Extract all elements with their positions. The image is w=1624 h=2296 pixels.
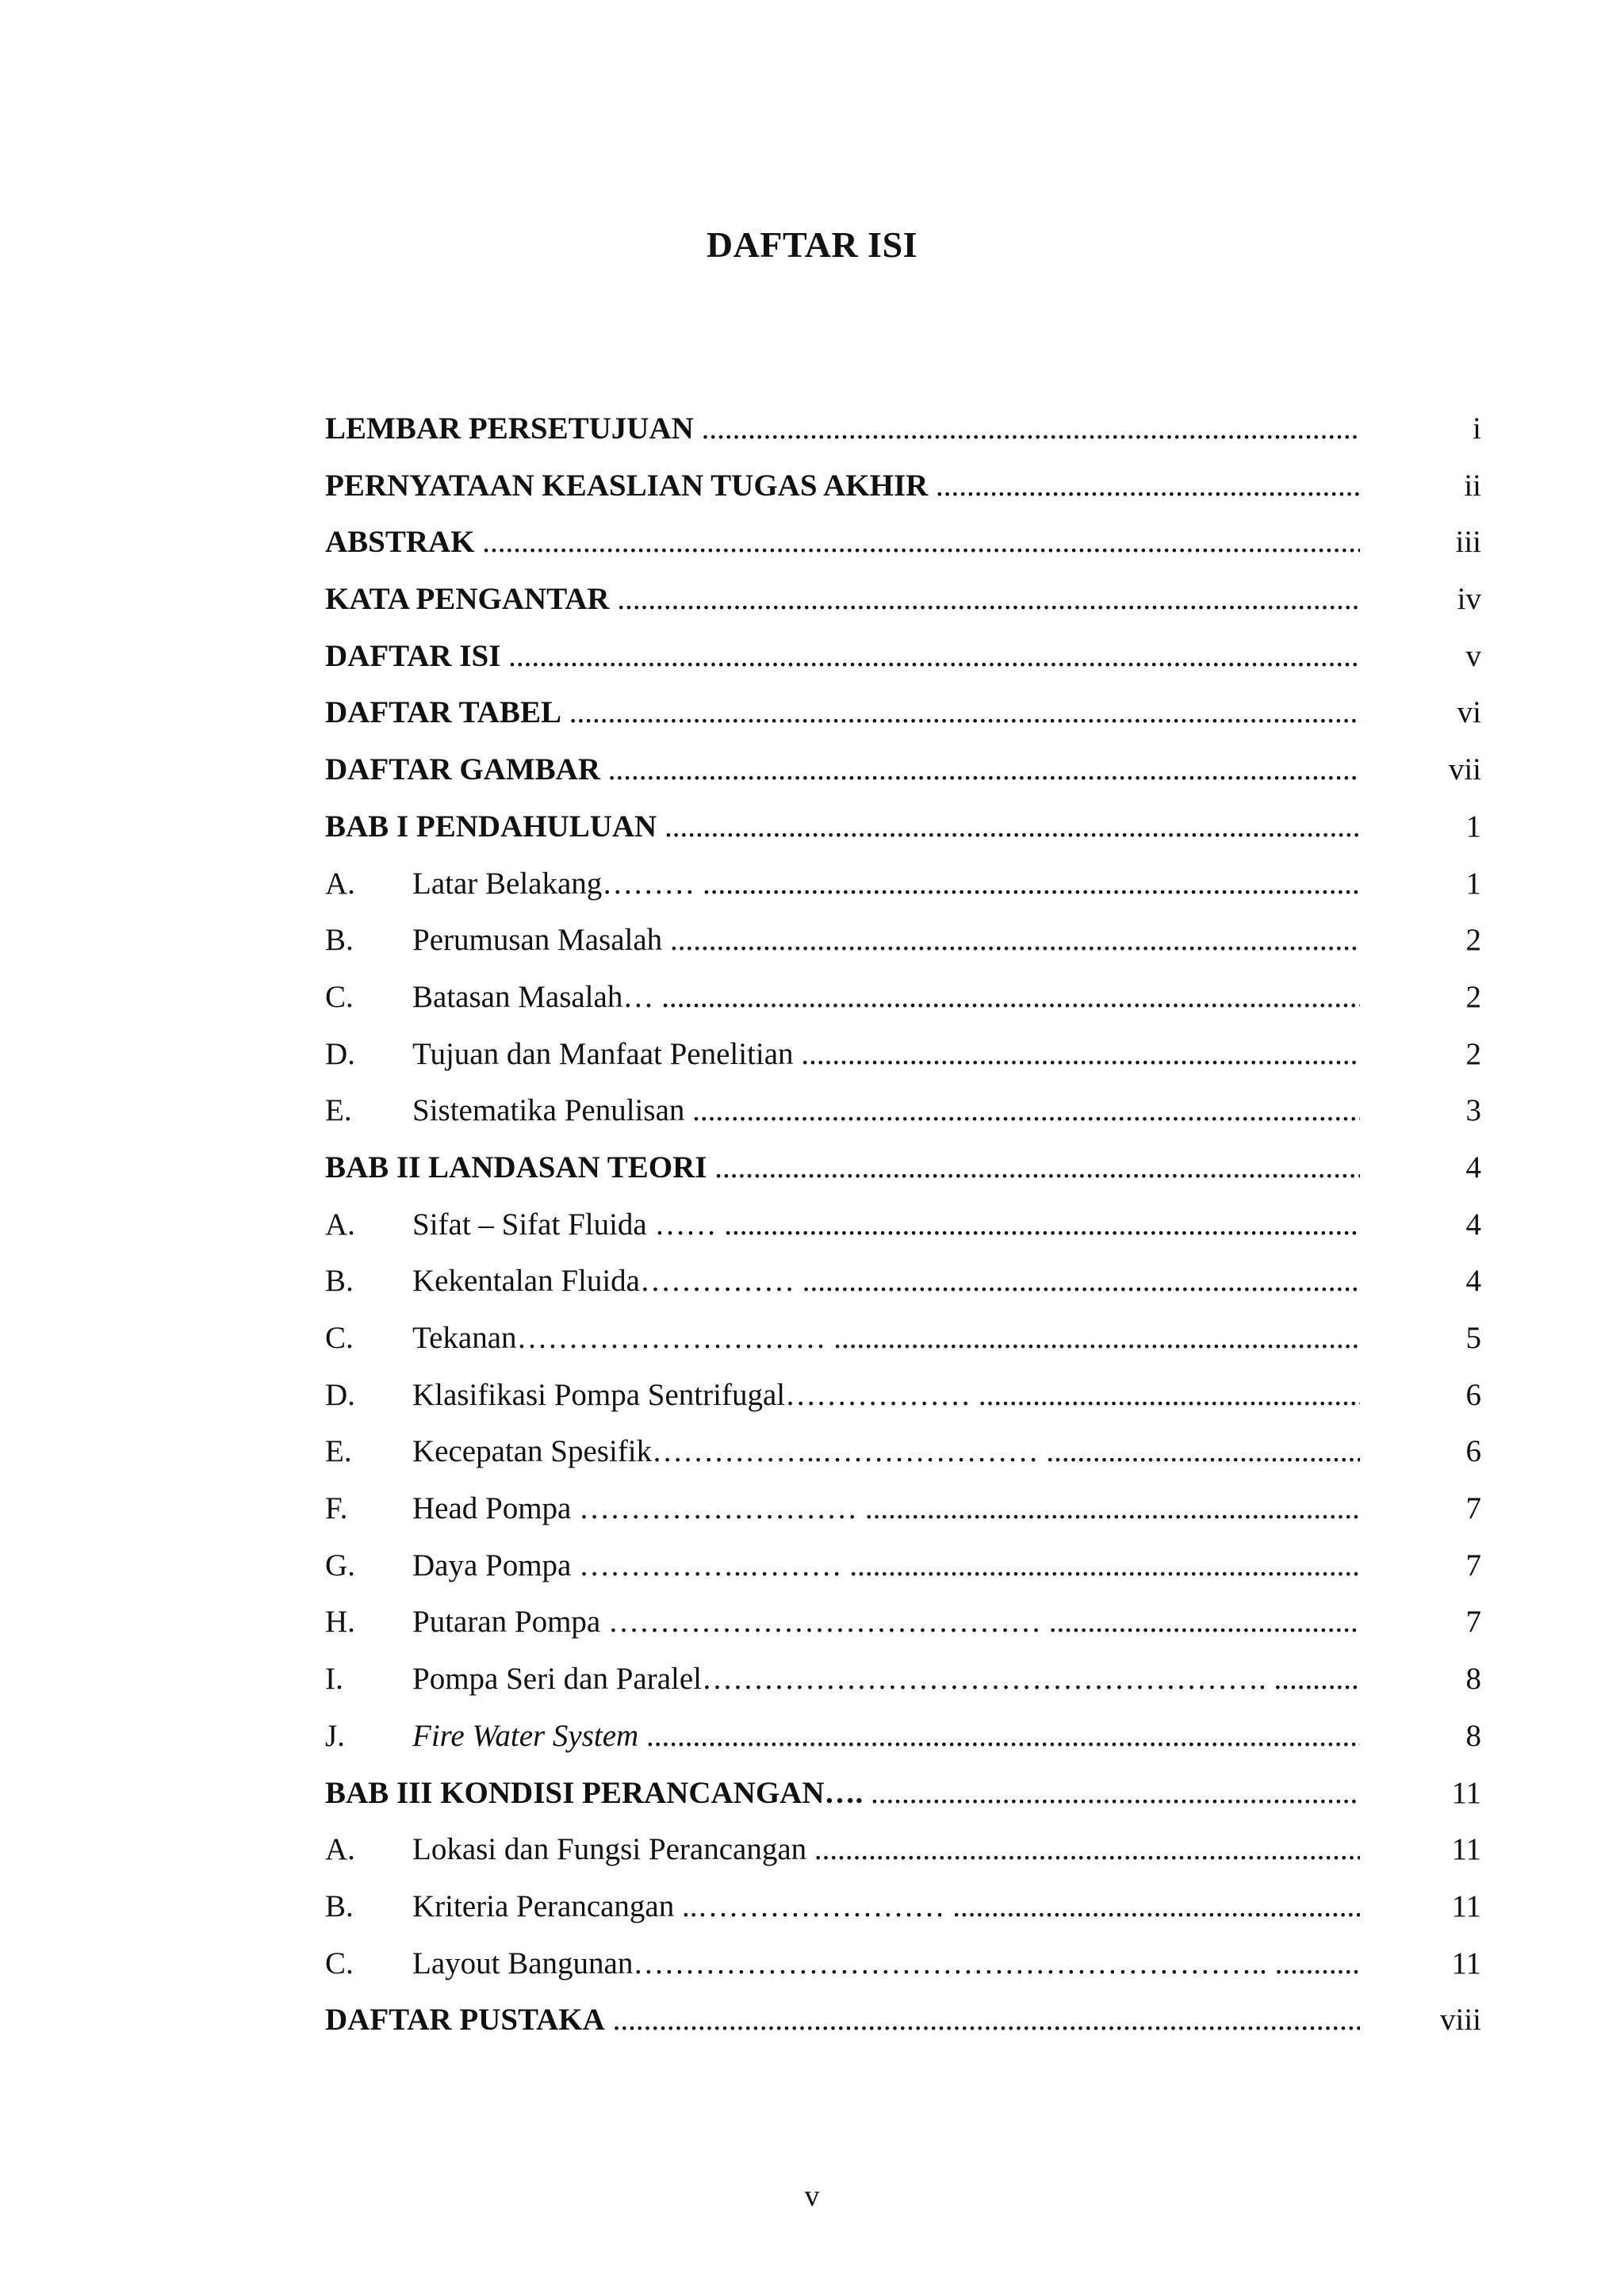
toc-entry-text: Batasan Masalah… bbox=[412, 979, 654, 1014]
toc-entry-text: KATA PENGANTAR bbox=[325, 582, 610, 617]
toc-entry-text: DAFTAR PUSTAKA bbox=[325, 2003, 605, 2038]
toc-entry-page: viii bbox=[1439, 2003, 1481, 2038]
toc-entry-page: v bbox=[1465, 638, 1481, 673]
toc-entry-page: i bbox=[1473, 411, 1481, 446]
toc-entry bbox=[325, 912, 1481, 969]
toc-entry-letter: G. bbox=[325, 1548, 355, 1582]
toc-entry-title bbox=[412, 1594, 1360, 1651]
toc-entry-text: Daya Pompa ……………..……… bbox=[412, 1548, 842, 1582]
toc-entry-title bbox=[412, 1821, 1360, 1878]
toc-entry bbox=[325, 1253, 1481, 1310]
toc-entry bbox=[325, 1992, 1481, 2049]
toc-entry-page: 4 bbox=[1465, 1207, 1481, 1242]
toc-entry bbox=[325, 1139, 1481, 1196]
toc-entry-text: Head Pompa ……………………… bbox=[412, 1491, 858, 1526]
toc-entry-page: vi bbox=[1457, 695, 1481, 730]
toc-entry-letter: I. bbox=[325, 1662, 343, 1697]
toc-entry bbox=[325, 1537, 1481, 1594]
toc-entry-text: PERNYATAAN KEASLIAN TUGAS AKHIR bbox=[325, 468, 929, 503]
toc-entry bbox=[325, 628, 1481, 685]
toc-entry-title bbox=[325, 741, 1360, 798]
toc-entry-page: 2 bbox=[1465, 923, 1481, 958]
toc-entry-title bbox=[412, 1480, 1360, 1537]
page-number: v bbox=[804, 2179, 820, 2213]
toc-entry-letter: D. bbox=[325, 1036, 355, 1071]
toc-entry bbox=[325, 855, 1481, 913]
toc-entry-page: 4 bbox=[1465, 1150, 1481, 1184]
toc-entry-title bbox=[325, 571, 1360, 628]
toc-entry-page: 7 bbox=[1465, 1605, 1481, 1640]
toc-entry-letter: E. bbox=[325, 1434, 352, 1469]
toc-entry bbox=[325, 1821, 1481, 1878]
toc-entry bbox=[325, 1765, 1481, 1822]
toc-entry-page: 8 bbox=[1465, 1718, 1481, 1753]
toc-entry-page: 11 bbox=[1451, 1946, 1481, 1980]
toc-entry-letter: F. bbox=[325, 1491, 348, 1526]
toc-entry-text: Kecepatan Spesifik……………..………………… bbox=[412, 1434, 1039, 1469]
toc-entry-letter: C. bbox=[325, 1321, 354, 1355]
toc-entry-title bbox=[412, 1537, 1360, 1594]
toc-entry-text: Sistematika Penulisan bbox=[412, 1093, 685, 1128]
toc-entry bbox=[325, 1310, 1481, 1367]
toc-entry bbox=[325, 1878, 1481, 1935]
toc-entry-letter: B. bbox=[325, 1264, 354, 1299]
toc-entry-letter: A. bbox=[325, 866, 355, 901]
toc-entry-title bbox=[412, 1082, 1360, 1139]
toc-entry-title bbox=[412, 1367, 1360, 1424]
toc-entry-title bbox=[412, 1935, 1360, 1992]
toc-entry-title bbox=[412, 1423, 1360, 1480]
toc-entry bbox=[325, 1082, 1481, 1139]
toc-entry-title bbox=[412, 1708, 1360, 1765]
toc-entry-page: 6 bbox=[1465, 1377, 1481, 1412]
table-of-contents bbox=[325, 400, 1481, 2049]
toc-entry-text: DAFTAR GAMBAR bbox=[325, 752, 601, 787]
toc-entry-letter: C. bbox=[325, 979, 354, 1014]
toc-entry-title bbox=[412, 1878, 1360, 1935]
toc-entry-letter: J. bbox=[325, 1718, 345, 1753]
toc-entry-title bbox=[325, 1992, 1360, 2049]
toc-entry-title bbox=[325, 1765, 1360, 1822]
toc-entry-title bbox=[325, 1139, 1360, 1196]
toc-entry bbox=[325, 969, 1481, 1026]
toc-entry bbox=[325, 1480, 1481, 1537]
toc-entry-page: 2 bbox=[1465, 979, 1481, 1014]
toc-entry bbox=[325, 684, 1481, 741]
toc-entry-text: ABSTRAK bbox=[325, 525, 475, 560]
toc-entry-text: LEMBAR PERSETUJUAN bbox=[325, 411, 694, 446]
toc-entry-page: 7 bbox=[1465, 1491, 1481, 1526]
toc-entry-page: iii bbox=[1455, 525, 1481, 560]
toc-entry-title bbox=[325, 400, 1360, 457]
toc-entry bbox=[325, 741, 1481, 798]
toc-entry-letter: E. bbox=[325, 1093, 352, 1128]
toc-entry-text: Putaran Pompa …………………………………… bbox=[412, 1605, 1041, 1640]
toc-entry bbox=[325, 1423, 1481, 1480]
toc-entry-text: BAB II LANDASAN TEORI bbox=[325, 1150, 707, 1184]
toc-entry-page: 6 bbox=[1465, 1434, 1481, 1469]
toc-entry-letter: B. bbox=[325, 1888, 354, 1923]
toc-entry-text: Layout Bangunan…………………………………………………….. bbox=[412, 1946, 1267, 1980]
toc-entry-title bbox=[412, 1026, 1360, 1083]
page-title: DAFTAR ISI bbox=[706, 224, 918, 265]
toc-entry-page: 7 bbox=[1465, 1548, 1481, 1582]
toc-entry-letter: H. bbox=[325, 1605, 355, 1640]
toc-entry bbox=[325, 571, 1481, 628]
toc-entry-text: Klasifikasi Pompa Sentrifugal……………… bbox=[412, 1377, 971, 1412]
toc-entry-page: 8 bbox=[1465, 1662, 1481, 1697]
toc-entry-page: 3 bbox=[1465, 1093, 1481, 1128]
toc-entry-title bbox=[412, 912, 1360, 969]
toc-entry-page: vii bbox=[1448, 752, 1481, 787]
toc-entry-text: Perumusan Masalah bbox=[412, 923, 663, 958]
toc-entry-text: Sifat – Sifat Fluida …… bbox=[412, 1207, 717, 1242]
toc-entry-text: Lokasi dan Fungsi Perancangan bbox=[412, 1832, 807, 1867]
toc-entry-page: 11 bbox=[1451, 1775, 1481, 1810]
toc-entry-title bbox=[412, 1651, 1360, 1708]
toc-entry-page: 1 bbox=[1465, 809, 1481, 844]
toc-entry-page: 5 bbox=[1465, 1321, 1481, 1355]
toc-entry-text: DAFTAR ISI bbox=[325, 638, 501, 673]
toc-entry-text: BAB I PENDAHULUAN bbox=[325, 809, 657, 844]
toc-entry-text: Latar Belakang……… bbox=[412, 866, 695, 901]
toc-entry-text: DAFTAR TABEL bbox=[325, 695, 561, 730]
toc-entry-italic-text: Fire Water System bbox=[412, 1718, 639, 1753]
toc-entry-letter: A. bbox=[325, 1207, 355, 1242]
toc-entry-text: Tekanan………………………… bbox=[412, 1321, 826, 1355]
toc-entry-title bbox=[325, 457, 1360, 515]
toc-entry-page: ii bbox=[1464, 468, 1481, 503]
toc-entry-title bbox=[412, 855, 1360, 913]
toc-entry-text: Kekentalan Fluida…………… bbox=[412, 1264, 795, 1299]
toc-entry-title bbox=[325, 514, 1360, 571]
toc-entry-letter: C. bbox=[325, 1946, 354, 1980]
toc-entry bbox=[325, 457, 1481, 515]
toc-entry-letter: B. bbox=[325, 923, 354, 958]
toc-entry bbox=[325, 1594, 1481, 1651]
toc-entry bbox=[325, 1196, 1481, 1253]
toc-entry bbox=[325, 400, 1481, 457]
toc-entry-page: 1 bbox=[1465, 866, 1481, 901]
toc-entry-title bbox=[325, 684, 1360, 741]
toc-entry bbox=[325, 1026, 1481, 1083]
toc-entry bbox=[325, 798, 1481, 855]
toc-entry-text: Pompa Seri dan Paralel………………………………………………. bbox=[412, 1662, 1266, 1697]
toc-entry-title bbox=[325, 628, 1360, 685]
toc-entry-text: Tujuan dan Manfaat Penelitian bbox=[412, 1036, 794, 1071]
toc-entry-title bbox=[412, 1196, 1360, 1253]
toc-entry bbox=[325, 514, 1481, 571]
toc-entry-text: Kriteria Perancangan ..…………………… bbox=[412, 1888, 945, 1923]
toc-entry bbox=[325, 1935, 1481, 1992]
toc-entry bbox=[325, 1651, 1481, 1708]
toc-entry-title bbox=[325, 798, 1360, 855]
toc-entry-page: 11 bbox=[1451, 1832, 1481, 1867]
toc-entry-page: 11 bbox=[1451, 1888, 1481, 1923]
toc-entry bbox=[325, 1367, 1481, 1424]
toc-entry-page: 4 bbox=[1465, 1264, 1481, 1299]
toc-entry-page: 2 bbox=[1465, 1036, 1481, 1071]
toc-entry-page: iv bbox=[1457, 582, 1481, 617]
toc-entry-title bbox=[412, 1310, 1360, 1367]
toc-entry bbox=[325, 1708, 1481, 1765]
toc-entry-letter: D. bbox=[325, 1377, 355, 1412]
toc-entry-text: BAB III KONDISI PERANCANGAN…. bbox=[325, 1775, 864, 1810]
toc-entry-letter: A. bbox=[325, 1832, 355, 1867]
toc-entry-title bbox=[412, 1253, 1360, 1310]
toc-entry-title bbox=[412, 969, 1360, 1026]
